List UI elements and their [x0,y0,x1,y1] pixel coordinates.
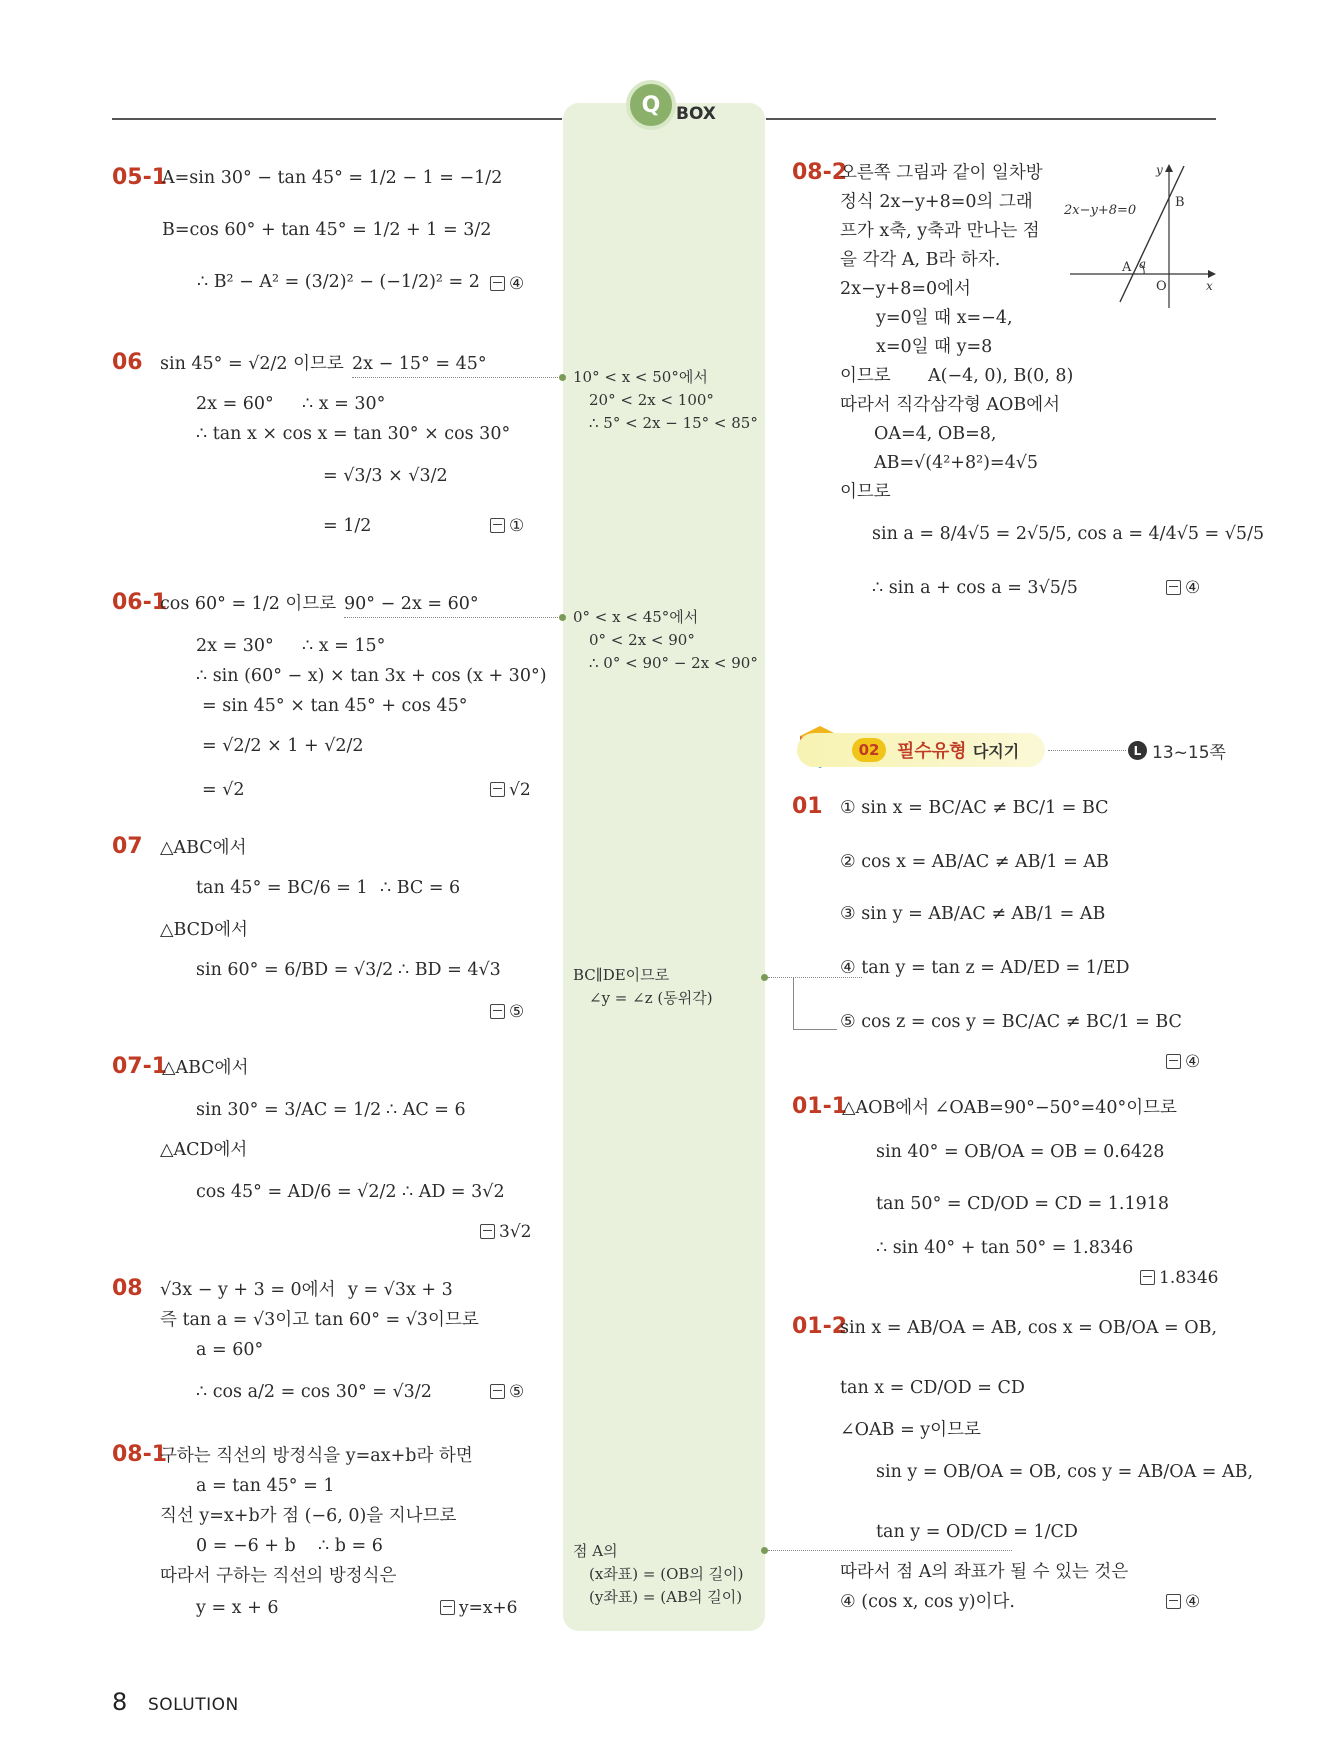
problem-08-1-line6: y = x + 6 [196,1598,279,1618]
problem-08-2-line9: 따라서 직각삼각형 AOB에서 [840,395,1061,415]
problem-08-1-number: 08-1 [112,1442,168,1467]
problem-06-1-line2: 2x = 30° [196,636,274,656]
qbox-note-4-line3: (y좌표) = (AB의 길이) [589,1588,743,1606]
problem-08-2-line1: 오른쪽 그림과 같이 일차방 [840,163,1043,183]
problem-06-line3: ∴ tan x × cos x = tan 30° × cos 30° [196,424,511,444]
problem-07-1-line2: sin 30° = 3/AC = 1/2 [196,1100,382,1120]
problem-05-1-line3: ∴ B² − A² = (3/2)² − (−1/2)² = 2 [197,272,480,292]
problem-01-line5: ⑤ cos z = cos y = BC/AC ≠ BC/1 = BC [840,1012,1182,1032]
problem-08-2-line7: x=0일 때 y=8 [876,337,993,357]
problem-01-answer: ④ [1166,1050,1200,1074]
problem-06-1-line6: = √2 [202,780,245,800]
problem-01-line3: ③ sin y = AB/AC ≠ AB/1 = AB [840,904,1106,924]
problem-07-line4b: ∴ BD = 4√3 [398,960,501,980]
problem-01-2-line2: tan x = CD/OD = CD [840,1378,1025,1398]
problem-07-line2b: ∴ BC = 6 [380,878,461,898]
problem-01-line2: ② cos x = AB/AC ≠ AB/1 = AB [840,852,1109,872]
problem-07-1-line4: cos 45° = AD/6 = √2/2 [196,1182,397,1202]
problem-06-1-line3: ∴ sin (60° − x) × tan 3x + cos (x + 30°) [196,666,547,686]
answer-icon [490,1004,505,1019]
y-axis-arrow [1165,164,1173,172]
qbox-note-2-line2: 0° < 2x < 90° [589,631,695,649]
section-title: 필수유형 다지기 [897,741,1020,762]
problem-06-1-line4: = sin 45° × tan 45° + cos 45° [202,696,468,716]
qbox-note-marker [559,614,566,621]
answer-icon [490,1384,505,1399]
qbox-note-3-line2: ∠y = ∠z (동위각) [589,989,713,1007]
fig-label-o: O [1156,279,1167,294]
problem-08-2-line14: ∴ sin a + cos a = 3√5/5 [872,578,1078,598]
answer-icon [1166,1594,1181,1609]
problem-01-2-answer: ④ [1166,1590,1200,1614]
problem-07-1-line4b: ∴ AD = 3√2 [402,1182,505,1202]
problem-08-1-line4: 0 = −6 + b [196,1536,296,1556]
problem-08-line2: 즉 tan a = √3이고 tan 60° = √3이므로 [160,1310,479,1330]
problem-06-number: 06 [112,350,143,375]
problem-06-line2b: ∴ x = 30° [302,394,386,414]
section-leader-line [1048,750,1126,751]
problem-06-1-line2b: ∴ x = 15° [302,636,386,656]
answer-icon [1166,1054,1181,1069]
problem-08-1-line4b: ∴ b = 6 [318,1536,383,1556]
problem-06-line4: = √3/3 × √3/2 [323,466,448,486]
problem-01-2-line5: tan y = OD/CD = 1/CD [876,1522,1078,1542]
problem-06-answer: ① [490,514,524,538]
problem-07-1-line3: △ACD에서 [160,1140,248,1160]
problem-07-1-number: 07-1 [112,1054,168,1079]
problem-01-1-answer: 1.8346 [1140,1266,1218,1290]
problem-08-2-line4: 을 각각 A, B라 하자. [840,250,1001,270]
qbox-note-4-line1: 점 A의 [573,1542,618,1560]
problem-01-1-line1: △AOB에서 ∠OAB=90°−50°=40°이므로 [842,1098,1177,1118]
answer-icon [490,518,505,533]
problem-01-2-line6: 따라서 점 A의 좌표가 될 수 있는 것은 [840,1562,1129,1582]
problem-08-1-line2: a = tan 45° = 1 [196,1476,335,1496]
section-subtitle: 다지기 [972,742,1020,761]
problem-01-number: 01 [792,794,823,819]
problem-08-2-line11: AB=√(4²+8²)=4√5 [874,453,1039,473]
problem-07-1-answer: 3√2 [480,1220,531,1244]
problem-01-2-line3: ∠OAB = y이므로 [840,1420,981,1440]
problem-07-1-line1: △ABC에서 [162,1058,249,1078]
fig-label-b: B [1175,195,1185,210]
answer-icon [440,1600,455,1615]
problem-08-2-line13: sin a = 8/4√5 = 2√5/5, cos a = 4/4√5 = √5/5 [872,524,1265,544]
problem-08-2-line2: 정식 2x−y+8=0의 그래 [840,192,1033,212]
leader-line-01-2 [768,1550,1012,1551]
problem-08-number: 08 [112,1276,143,1301]
lesson-icon: L [1128,741,1147,760]
problem-01-2-number: 01-2 [792,1314,848,1339]
qbox-note-4-line2: (x좌표) = (OB의 길이) [589,1565,744,1583]
answer-icon [490,276,505,291]
problem-01-1-line4: ∴ sin 40° + tan 50° = 1.8346 [876,1238,1134,1258]
qbox-panel [563,103,765,1631]
bracket-line [793,1029,837,1030]
qbox-note-1-line1: 10° < x < 50°에서 [573,368,708,386]
qbox-note-marker [559,374,566,381]
fig-label-y: y [1156,163,1163,177]
leader-line-06-1 [344,617,564,618]
problem-08-2-number: 08-2 [792,160,848,185]
qbox-note-1-line2: 20° < 2x < 100° [589,391,714,409]
problem-07-answer: ⑤ [490,1000,524,1024]
fig-label-angle-a: a [1139,257,1147,271]
problem-08-2-line6: y=0일 때 x=−4, [876,308,1013,328]
problem-06-line5: = 1/2 [323,516,372,536]
problem-06-line2: 2x = 60° [196,394,274,414]
problem-08-line1: √3x − y + 3 = 0에서 [160,1280,336,1300]
qbox-note-marker [761,974,768,981]
problem-08-1-answer: y=x+6 [440,1596,518,1620]
page-number: 8 [112,1688,128,1716]
footer-label: SOLUTION [148,1695,239,1715]
fig-label-a-point: A [1122,260,1132,275]
problem-08-1-line1: 구하는 직선의 방정식을 y=ax+b라 하면 [160,1446,473,1466]
problem-06-line1: sin 45° = √2/2 이므로 [160,354,344,374]
problem-06-1-line1: cos 60° = 1/2 이므로 [160,594,337,614]
qbox-q-icon: Q [626,80,676,130]
qbox-note-2-line3: ∴ 0° < 90° − 2x < 90° [589,654,758,672]
problem-08-2-answer: ④ [1166,576,1200,600]
bracket-line [793,977,794,1029]
section-pages: 13~15쪽 [1152,743,1226,763]
qbox-note-3-line1: BC∥DE이므로 [573,966,670,984]
problem-08-answer: ⑤ [490,1380,524,1404]
problem-05-1-line2: B=cos 60° + tan 45° = 1/2 + 1 = 3/2 [162,220,492,240]
problem-08-2-graph-figure [1060,160,1220,310]
problem-08-2-line8b: A(−4, 0), B(0, 8) [928,366,1074,386]
answer-icon [480,1224,495,1239]
answer-icon [1140,1270,1155,1285]
fig-label-eq: 2x−y+8=0 [1064,203,1137,218]
header-rule-left [112,118,562,120]
problem-07-line2: tan 45° = BC/6 = 1 [196,878,368,898]
qbox-label: BOX [676,104,716,124]
problem-08-2-line3: 프가 x축, y축과 만나는 점 [840,221,1040,241]
answer-icon [490,782,505,797]
problem-01-line4: ④ tan y = tan z = AD/ED = 1/ED [840,958,1130,978]
problem-07-line1: △ABC에서 [160,838,247,858]
qbox-note-1-line3: ∴ 5° < 2x − 15° < 85° [589,414,758,432]
problem-01-2-line7: ④ (cos x, cos y)이다. [840,1592,1015,1612]
header-rule-right [766,118,1216,120]
problem-01-1-line3: tan 50° = CD/OD = CD = 1.1918 [876,1194,1170,1214]
qbox-note-2-line1: 0° < x < 45°에서 [573,608,699,626]
problem-07-line3: △BCD에서 [160,920,248,940]
problem-06-1-line1b: 90° − 2x = 60° [344,594,479,614]
problem-05-1-line1: A=sin 30° − tan 45° = 1/2 − 1 = −1/2 [162,168,503,188]
problem-07-line4: sin 60° = 6/BD = √3/2 [196,960,394,980]
problem-08-2-line5: 2x−y+8=0에서 [840,279,971,299]
problem-05-1-answer: ④ [490,272,524,296]
problem-01-2-line4: sin y = OB/OA = OB, cos y = AB/OA = AB, [876,1462,1254,1482]
problem-08-2-line12: 이므로 [840,482,891,502]
problem-08-2-line10: OA=4, OB=8, [874,424,997,444]
problem-07-number: 07 [112,834,143,859]
problem-08-line1b: y = √3x + 3 [348,1280,453,1300]
problem-08-1-line3: 직선 y=x+b가 점 (−6, 0)을 지나므로 [160,1506,457,1526]
problem-08-1-line5: 따라서 구하는 직선의 방정식은 [160,1566,397,1586]
problem-08-2-line8: 이므로 [840,366,891,386]
problem-01-1-number: 01-1 [792,1094,848,1119]
fig-label-x: x [1206,279,1213,293]
section-number: 02 [852,738,886,762]
qbox-note-marker [761,1547,768,1554]
leader-line-06 [352,377,564,378]
problem-01-2-line1: sin x = AB/OA = AB, cos x = OB/OA = OB, [840,1318,1218,1338]
x-axis-arrow [1208,270,1216,278]
problem-08-line3: a = 60° [196,1340,264,1360]
problem-06-line1b: 2x − 15° = 45° [352,354,487,374]
problem-07-1-line2b: ∴ AC = 6 [386,1100,466,1120]
problem-06-1-answer: √2 [490,778,531,802]
problem-06-1-number: 06-1 [112,590,168,615]
graph-line [1120,166,1184,302]
answer-icon [1166,580,1181,595]
problem-08-line4: ∴ cos a/2 = cos 30° = √3/2 [196,1382,432,1402]
problem-06-1-line5: = √2/2 × 1 + √2/2 [202,736,364,756]
problem-01-1-line2: sin 40° = OB/OA = OB = 0.6428 [876,1142,1165,1162]
problem-05-1-number: 05-1 [112,165,168,190]
problem-01-line1: ① sin x = BC/AC ≠ BC/1 = BC [840,798,1109,818]
